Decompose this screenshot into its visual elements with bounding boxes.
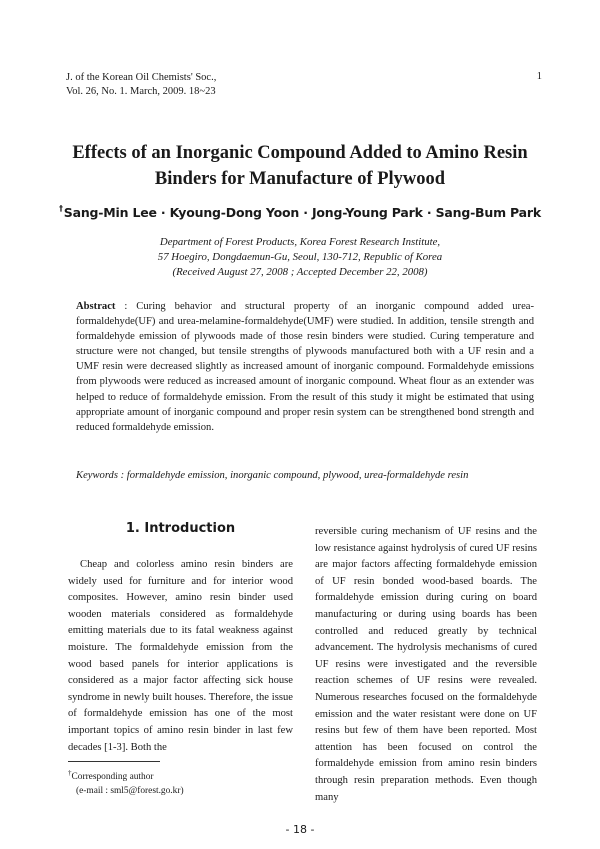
intro-paragraph-left: Cheap and colorless amino resin binders are widely used for furniture and for interior wood composites. However, amino resin binder used wooden materials considered as formaldehyde emitting materials due to its fatal weakness against moisture. The formaldehyde emission from the wood based panels for interior applications is considered as a major factor affecting sick house syndrome in newly built houses. Therefore, the issue of formaldehyde emission has one of the most important topics of amino resin binder in last few decades [1-3]. Both the <box>68 559 293 753</box>
journal-name: J. of the Korean Oil Chemists' Soc., <box>66 72 217 83</box>
footnote-label: Corresponding author <box>71 772 154 782</box>
abstract-label: Abstract <box>76 301 116 312</box>
author-list <box>40 204 560 220</box>
journal-citation <box>66 71 216 99</box>
intro-right-column <box>315 524 537 806</box>
corresponding-mark: † <box>58 204 63 213</box>
footnote-email: (e-mail : sml5@forest.go.kr) <box>76 785 184 796</box>
keywords: Keywords : formaldehyde emission, inorganic compound, plywood, urea-formaldehyde resin <box>76 470 469 481</box>
affiliation-address: 57 Hoegiro, Dongdaemun-Gu, Seoul, 130-712, Republic of Korea <box>157 251 443 263</box>
abstract-text: Curing behavior and structural property of an inorganic compound added urea-formaldehyde(UF) and urea-melamine-formaldehyde(UMF) were studied. In addition, tensile strength and formaldehyde emission of plywoods made of those resin binders were studied. Curing temperature and structure were not changed, but tensile strengths of plywoods manufactured both with a UF resin and a UMF resin were decreased slightly as increased amount of inorganic compound. Formaldehyde emissions from plywoods were reduced as increased amount of inorganic compound. Wheat flour as an extender was helped to reduce of formaldehyde emission. From the result of this study it might be estimated that using appropriate amount of inorganic compound and proper resin system can be strengthened bond strength and reduced formaldehyde emission. <box>76 301 534 433</box>
title-line-1: Effects of an Inorganic Compound Added to Amino Resin <box>72 143 528 163</box>
affiliation-dept: Department of Forest Products, Korea Forest Research Institute, <box>159 236 441 248</box>
footnote-divider <box>68 761 160 762</box>
authors-text: Sang-Min Lee · Kyoung-Dong Yoon · Jong-Young Park · Sang-Bum Park <box>63 205 541 220</box>
received-dates: (Received August 27, 2008 ; Accepted December 22, 2008) <box>172 266 428 278</box>
intro-left-column <box>68 557 293 756</box>
paper-title <box>40 140 560 192</box>
page-number: 1 <box>536 71 542 82</box>
footnote <box>68 767 184 798</box>
footnote-mark: † <box>68 769 72 777</box>
abstract-separator: : <box>115 301 137 312</box>
intro-paragraph-right: reversible curing mechanism of UF resins and the low resistance against hydrolysis of cured UF resins are major factors affecting formaldehyde emission of UF resin bonded wood-based boards. The formaldehyde emission during curing on board manufacturing or during using boards has been controlled and reduced greatly by technical advancement. The hydrolysis mechanisms of cured UF resins were investigated and the reversible reaction schemes of UF resins were revealed. Numerous researches focused on the formaldehyde emission and the water resistant were done on UF resins but few of them have been reported. Most attention has been focused on control the formaldehyde emission from amino resin binders through resin preparation methods. Even though many <box>315 526 537 803</box>
footer-page-number: - 18 - <box>285 823 315 836</box>
affiliation <box>40 235 560 280</box>
abstract <box>76 299 534 435</box>
section-heading-introduction: 1. Introduction <box>125 521 236 536</box>
title-line-2: Binders for Manufacture of Plywood <box>154 169 446 189</box>
journal-volume: Vol. 26, No. 1. March, 2009. 18~23 <box>66 86 216 97</box>
